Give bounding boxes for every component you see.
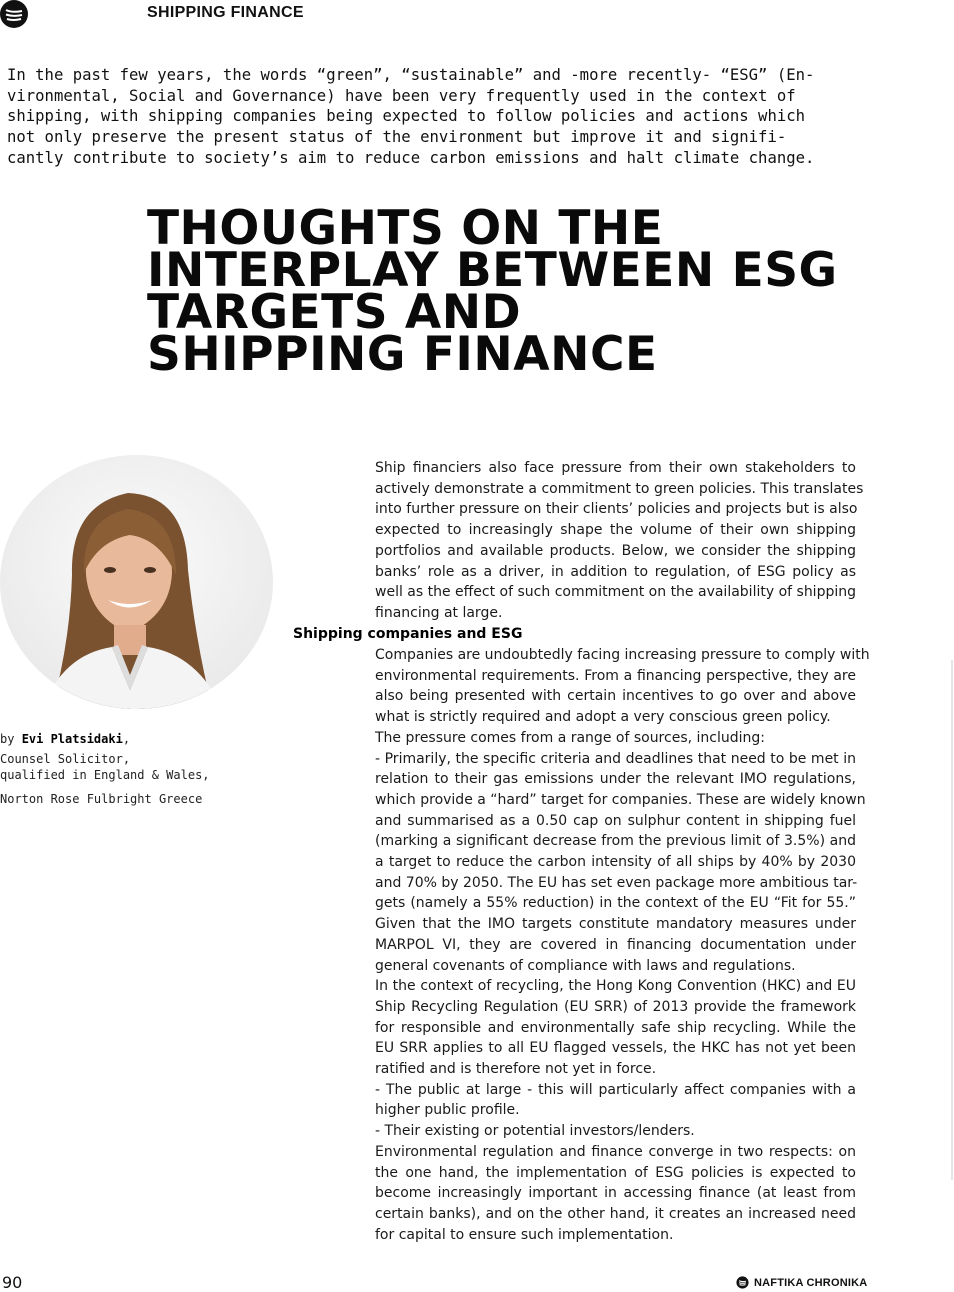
body-line: well as the effect of such commitment on the availability of shipping xyxy=(375,584,856,601)
headline-line: TARGETS AND xyxy=(147,285,522,340)
body-line: ratified and is therefore not yet in force. xyxy=(375,1061,657,1078)
body-line: relation to their gas emissions under the relevant IMO regulations, xyxy=(375,771,856,788)
body-line: for responsible and environmentally safe ship recycling. While the xyxy=(375,1019,856,1036)
section-label: SHIPPING FINANCE xyxy=(147,4,304,21)
body-line: (marking a significant decrease from the previous limit of 3.5%) and xyxy=(375,833,856,850)
author-qualification: qualified in England & Wales, xyxy=(0,768,210,782)
body-line: higher public profile. xyxy=(375,1102,520,1119)
body-line: portfolios and available products. Below, we consider the shipping xyxy=(375,542,856,559)
author-byline: by Evi Platsidaki, xyxy=(0,732,131,746)
subheading: Shipping companies and ESG xyxy=(293,626,523,642)
body-line: what is strictly required and adopt a very conscious green policy. xyxy=(375,709,831,726)
footer-brand xyxy=(736,1276,867,1289)
body-line: MARPOL VI, they are covered in financing documentation under xyxy=(375,936,856,953)
wave-circle-icon xyxy=(736,1276,749,1289)
body-line: environmental requirements. From a financing perspective, they are xyxy=(375,667,856,684)
body-line: Companies are undoubtedly facing increasing pressure to comply with xyxy=(375,647,870,663)
body-line: Ship Recycling Regulation (EU SRR) of 2013 provide the framework xyxy=(375,998,856,1015)
body-main xyxy=(375,645,870,1245)
body-line: actively demonstrate a commitment to green policies. This translates xyxy=(375,480,864,497)
body-line: EU SRR applies to all EU flagged vessels, the HKC has not yet been xyxy=(375,1040,856,1057)
body-line: gets (namely a 55% reduction) in the context of the EU “Fit for 55.” xyxy=(375,895,856,912)
body-line: - Their existing or potential investors/lenders. xyxy=(375,1123,695,1140)
intro-line: cantly contribute to society’s aim to reduce carbon emissions and halt climate change. xyxy=(7,148,815,167)
body-line: for capital to ensure such implementation. xyxy=(375,1226,674,1243)
body-line: The pressure comes from a range of sources, including: xyxy=(375,729,765,746)
author-role: Counsel Solicitor, xyxy=(0,752,131,766)
intro-paragraph xyxy=(7,65,867,169)
wave-circle-icon xyxy=(0,0,30,30)
body-line: certain banks), and on the other hand, it creates an increased need xyxy=(375,1205,856,1222)
author-name: Evi Platsidaki xyxy=(21,732,123,746)
intro-line: shipping, with shipping companies being expected to follow policies and actions which xyxy=(7,107,805,126)
intro-line: not only preserve the present status of the environment but improve it and signifi- xyxy=(7,128,787,147)
body-line: become increasingly important in accessing finance (at least from xyxy=(375,1185,856,1202)
author-info xyxy=(0,731,280,807)
body-line: In the context of recycling, the Hong Kong Convention (HKC) and EU xyxy=(375,978,856,995)
headline-line: SHIPPING FINANCE xyxy=(147,327,658,382)
intro-line: In the past few years, the words “green”, “sustainable” and -more recently- “ESG” (En- xyxy=(7,66,815,84)
body-line: Ship financiers also face pressure from their own stakeholders to xyxy=(375,460,856,476)
body-intro xyxy=(375,458,864,624)
body-line: which provide a “hard” target for companies. These are widely known xyxy=(375,791,866,808)
body-line: expected to increasingly shape the volume of their own shipping xyxy=(375,522,856,539)
body-line: the one hand, the implementation of ESG policies is expected to xyxy=(375,1164,856,1181)
body-line: Given that the IMO targets constitute mandatory measures under xyxy=(375,916,856,933)
body-line: banks’ role as a driver, in addition to regulation, of ESG policy as xyxy=(375,563,856,580)
body-line: and summarised as a 0.50 cap on sulphur content in shipping fuel xyxy=(375,812,856,829)
headline-line: THOUGHTS ON THE xyxy=(147,201,664,256)
body-line: and 70% by 2050. The EU has set even package more ambitious tar- xyxy=(375,874,858,891)
body-line: general covenants of compliance with laws and regulations. xyxy=(375,957,796,974)
page-number: 90 xyxy=(2,1273,23,1292)
article-headline xyxy=(147,201,907,382)
intro-line: vironmental, Social and Governance) have been very frequently used in the context of xyxy=(7,86,796,105)
body-line: into further pressure on their clients’ policies and projects but is also xyxy=(375,501,858,518)
body-line: Environmental regulation and finance converge in two respects: on xyxy=(375,1143,856,1160)
page-edge-divider xyxy=(951,660,953,1180)
author-portrait xyxy=(0,455,273,715)
brand-name: NAFTIKA CHRONIKA xyxy=(754,1276,868,1289)
body-line: - The public at large - this will particularly affect companies with a xyxy=(375,1081,856,1098)
body-line: financing at large. xyxy=(375,604,503,621)
body-line: also being presented with certain incentives to go over and above xyxy=(375,688,856,705)
author-firm: Norton Rose Fulbright Greece xyxy=(0,792,203,806)
body-line: - Primarily, the specific criteria and deadlines that need to be met in xyxy=(375,750,856,767)
body-line: a target to reduce the carbon intensity of all ships by 40% by 2030 xyxy=(375,854,856,871)
headline-line: INTERPLAY BETWEEN ESG xyxy=(147,243,838,298)
